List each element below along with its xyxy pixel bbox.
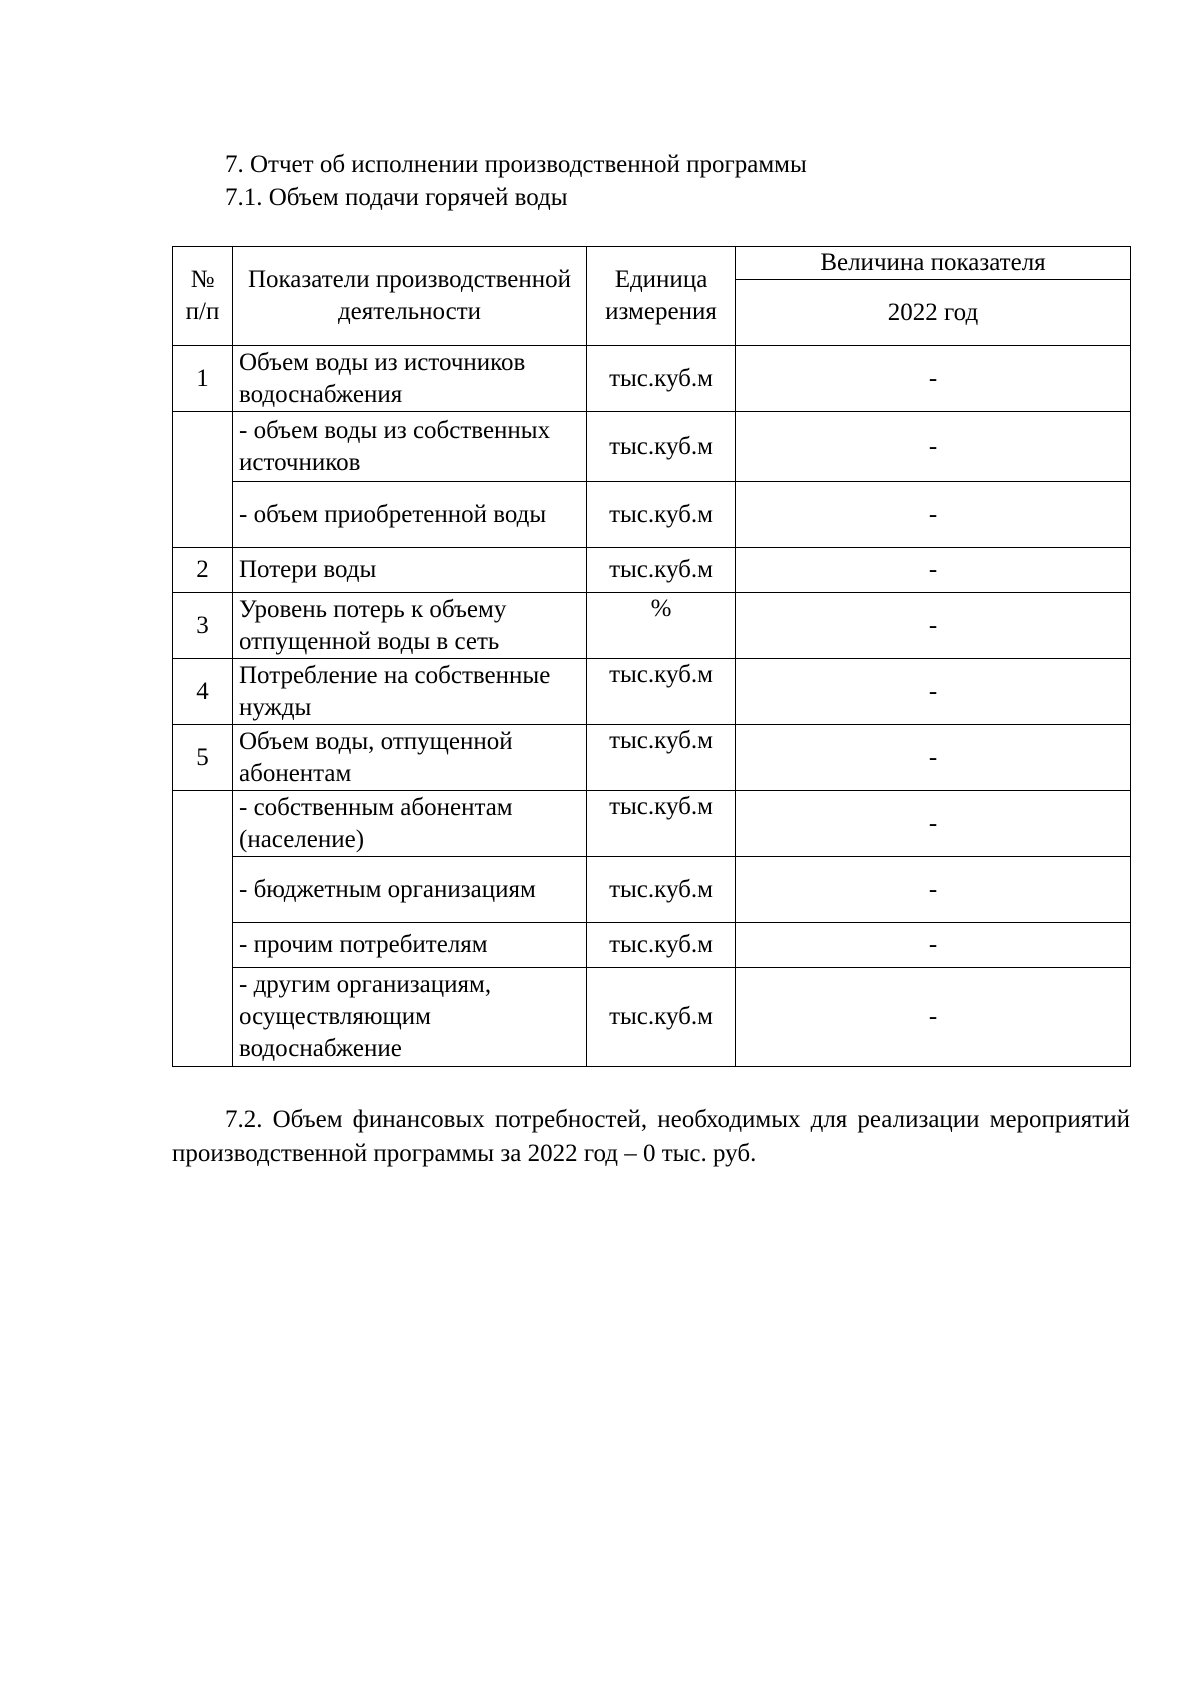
- row-num: 4: [173, 659, 233, 725]
- row-indicator: - бюджетным организациям: [233, 857, 587, 923]
- header-value-group: Величина показателя: [736, 247, 1131, 280]
- header-num: № п/п: [173, 247, 233, 346]
- row-unit: %: [587, 593, 736, 659]
- row-unit: тыс.куб.м: [587, 548, 736, 593]
- row-value: -: [736, 968, 1131, 1067]
- section-title: 7. Отчет об исполнении производственной программы: [225, 151, 807, 178]
- row-num: 2: [173, 548, 233, 593]
- row-unit: тыс.куб.м: [587, 659, 736, 725]
- row-num: [173, 791, 233, 1067]
- row-value: -: [736, 482, 1131, 548]
- row-indicator: - прочим потребителям: [233, 923, 587, 968]
- header-unit: Единица измерения: [587, 247, 736, 346]
- row-unit: тыс.куб.м: [587, 968, 736, 1067]
- row-indicator: Потребление на собственные нужды: [233, 659, 587, 725]
- row-value: -: [736, 412, 1131, 482]
- row-value: -: [736, 725, 1131, 791]
- row-unit: тыс.куб.м: [587, 412, 736, 482]
- row-indicator: - объем воды из собственных источников: [233, 412, 587, 482]
- header-year: 2022 год: [736, 280, 1131, 346]
- table-row: [173, 659, 1131, 725]
- row-unit: тыс.куб.м: [587, 482, 736, 548]
- subsection-title: 7.1. Объем подачи горячей воды: [225, 184, 568, 211]
- table-row: [173, 725, 1131, 791]
- row-num: [173, 412, 233, 548]
- paragraph-7-2: 7.2. Объем финансовых потребностей, необходимых для реализации мероприятий производственной программы за 2022 год – 0 тыс. руб.: [172, 1106, 1130, 1167]
- row-num: 5: [173, 725, 233, 791]
- row-unit: тыс.куб.м: [587, 857, 736, 923]
- row-value: -: [736, 548, 1131, 593]
- row-unit: тыс.куб.м: [587, 791, 736, 857]
- table-row: [173, 791, 1131, 857]
- row-indicator: - объем приобретенной воды: [233, 482, 587, 548]
- row-value: -: [736, 593, 1131, 659]
- production-indicators-table: [172, 246, 1131, 1067]
- row-indicator: Потери воды: [233, 548, 587, 593]
- table-row: [173, 346, 1131, 412]
- table-row: [173, 857, 1131, 923]
- table-row: [173, 412, 1131, 482]
- table-row: [173, 548, 1131, 593]
- row-value: -: [736, 857, 1131, 923]
- row-indicator: Объем воды, отпущенной абонентам: [233, 725, 587, 791]
- row-unit: тыс.куб.м: [587, 725, 736, 791]
- table-row: [173, 923, 1131, 968]
- row-num: 3: [173, 593, 233, 659]
- row-indicator: - другим организациям, осуществляющим водоснабжение: [233, 968, 587, 1067]
- row-value: -: [736, 346, 1131, 412]
- table-row: [173, 482, 1131, 548]
- row-value: -: [736, 659, 1131, 725]
- row-value: -: [736, 791, 1131, 857]
- row-indicator: - собственным абонентам (население): [233, 791, 587, 857]
- row-unit: тыс.куб.м: [587, 923, 736, 968]
- table-row: [173, 968, 1131, 1067]
- row-num: 1: [173, 346, 233, 412]
- header-indicator: Показатели производственной деятельности: [233, 247, 587, 346]
- table-header-row: [173, 247, 1131, 280]
- row-indicator: Уровень потерь к объему отпущенной воды в сеть: [233, 593, 587, 659]
- row-indicator: Объем воды из источников водоснабжения: [233, 346, 587, 412]
- row-unit: тыс.куб.м: [587, 346, 736, 412]
- row-value: -: [736, 923, 1131, 968]
- table-row: [173, 593, 1131, 659]
